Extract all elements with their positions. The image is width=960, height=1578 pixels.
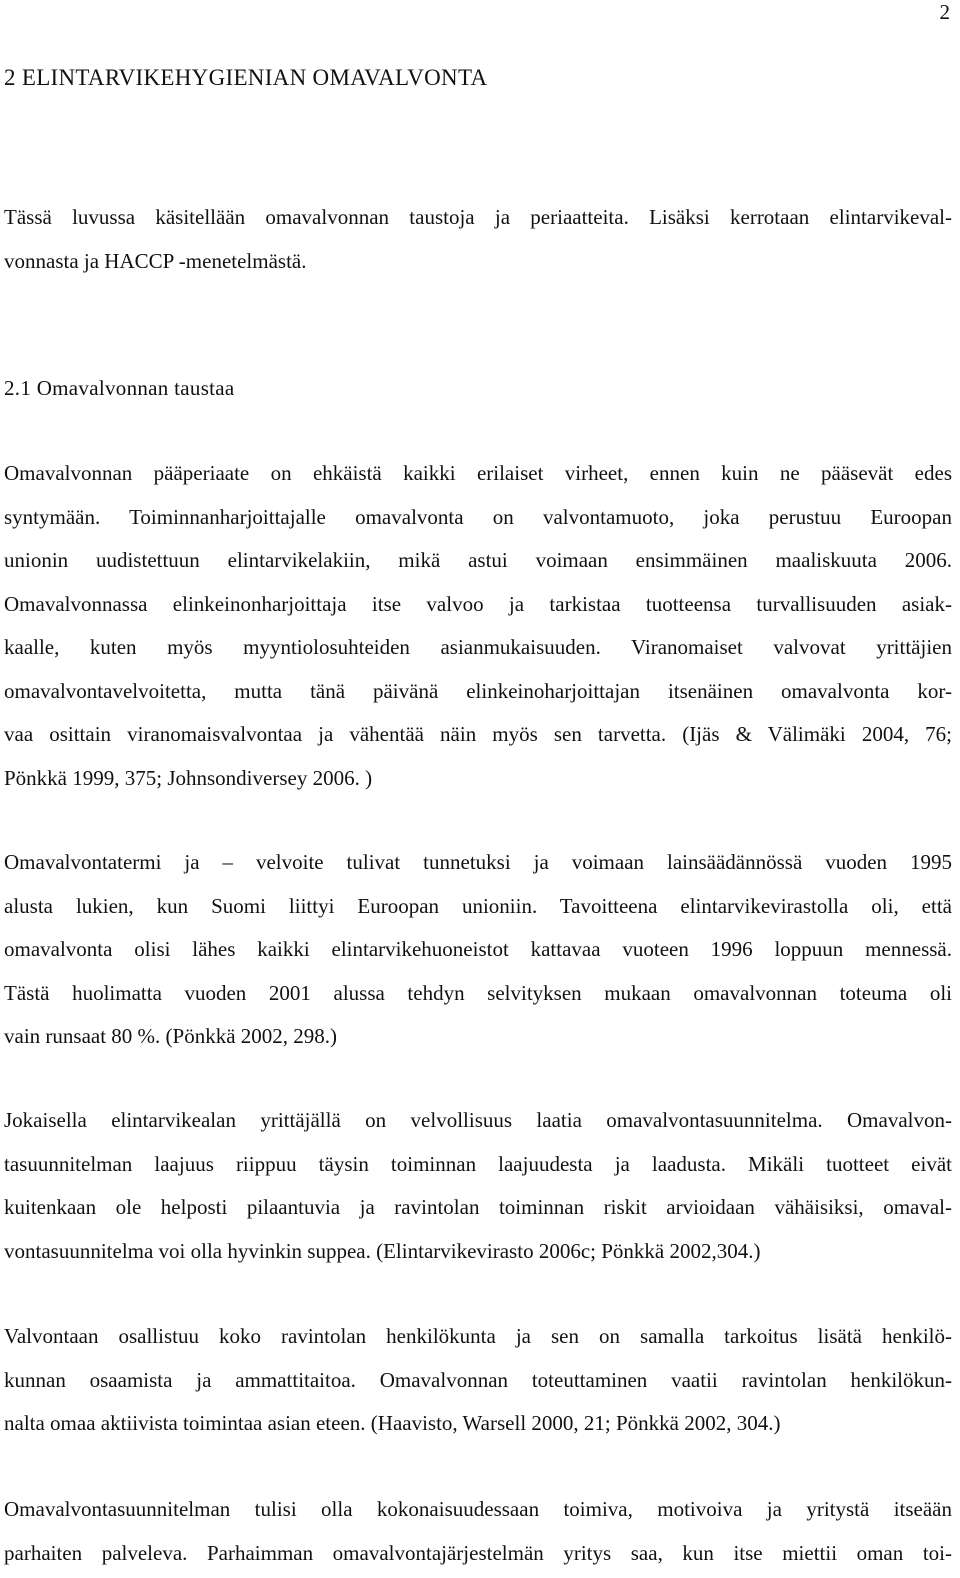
- paragraph-line: kaalle, kuten myös myyntiolosuhteiden asianmukaisuuden. Viranomaiset valvovat yrittäjien: [4, 635, 952, 659]
- paragraph-line: omavalvonta olisi lähes kaikki elintarvikehuoneistot kattavaa vuoteen 1996 loppuun mennessä.: [4, 937, 952, 961]
- paragraph-line: vontasuunnitelma voi olla hyvinkin suppea. (Elintarvikevirasto 2006c; Pönkkä 2002,304.): [4, 1238, 761, 1263]
- paragraph-line: kunnan osaamista ja ammattitaitoa. Omavalvonnan toteuttaminen vaatii ravintolan henkilökun-: [4, 1367, 952, 1392]
- chapter-title: 2 ELINTARVIKEHYGIENIAN OMAVALVONTA: [4, 65, 488, 90]
- body-paragraph-3: [4, 1099, 952, 1273]
- paragraph-line: vain runsaat 80 %. (Pönkkä 2002, 298.): [4, 1024, 338, 1048]
- intro-paragraph: [4, 196, 952, 283]
- paragraph-line: Jokaisella elintarvikealan yrittäjällä on velvollisuus laatia omavalvontasuunnitelma. Omavalvon-: [4, 1108, 952, 1132]
- paragraph-line: unionin uudistettuun elintarvikelakiin, mikä astui voimaan ensimmäinen maaliskuuta 2006.: [4, 548, 952, 572]
- paragraph-line: Omavalvontasuunnitelman tulisi olla kokonaisuudessaan toimiva, motivoiva ja yritystä itseään: [4, 1497, 952, 1521]
- body-paragraph-1: [4, 452, 952, 800]
- body-paragraph-2: [4, 841, 952, 1059]
- paragraph-line: Omavalvonnassa elinkeinonharjoittaja itse valvoo ja tarkistaa tuotteensa turvallisuuden asiak-: [4, 591, 952, 616]
- paragraph-line: vaa osittain viranomaisvalvontaa ja vähentää näin myös sen tarvetta. (Ijäs & Välimäki 2004, 76;: [4, 722, 952, 746]
- body-paragraph-4: [4, 1315, 952, 1446]
- paragraph-line: Omavalvontatermi ja – velvoite tulivat tunnetuksi ja voimaan lainsäädännössä vuoden 1995: [4, 850, 952, 874]
- page-number: 2: [939, 0, 950, 24]
- paragraph-line: Tässä luvussa käsitellään omavalvonnan taustoja ja periaatteita. Lisäksi kerrotaan elintarvikeval-: [4, 205, 952, 229]
- paragraph-line: tasuunnitelman laajuus riippuu täysin toiminnan laajuudesta ja laadusta. Mikäli tuotteet eivät: [4, 1151, 952, 1176]
- paragraph-line: Pönkkä 1999, 375; Johnsondiversey 2006. ): [4, 765, 373, 790]
- paragraph-line: kuitenkaan ole helposti pilaantuvia ja ravintolan toiminnan riskit arvioidaan vähäisiksi, omaval-: [4, 1195, 952, 1219]
- paragraph-line: syntymään. Toiminnanharjoittajalle omavalvonta on valvontamuoto, joka perustuu Euroopan: [4, 504, 952, 529]
- paragraph-line: Valvontaan osallistuu koko ravintolan henkilökunta ja sen on samalla tarkoitus lisätä henkilö-: [4, 1324, 952, 1348]
- paragraph-line: vonnasta ja HACCP -menetelmästä.: [4, 248, 307, 273]
- paragraph-line: Omavalvonnan pääperiaate on ehkäistä kaikki erilaiset virheet, ennen kuin ne pääsevät edes: [4, 461, 952, 485]
- paragraph-line: parhaiten palveleva. Parhaimman omavalvontajärjestelmän yritys saa, kun itse miettii oman toi-: [4, 1540, 952, 1565]
- paragraph-line: Tästä huolimatta vuoden 2001 alussa tehdyn selvityksen mukaan omavalvonnan toteuma oli: [4, 980, 952, 1005]
- paragraph-line: nalta omaa aktiivista toimintaa asian eteen. (Haavisto, Warsell 2000, 21; Pönkkä 2002, 304.): [4, 1411, 781, 1435]
- section-title: 2.1 Omavalvonnan taustaa: [4, 376, 235, 400]
- paragraph-line: alusta lukien, kun Suomi liittyi Euroopan unioniin. Tavoitteena elintarvikevirastolla oli, että: [4, 893, 952, 918]
- body-paragraph-5: [4, 1488, 952, 1575]
- paragraph-line: omavalvontavelvoitetta, mutta tänä päivänä elinkeinoharjoittajan itsenäinen omavalvonta kor-: [4, 678, 952, 703]
